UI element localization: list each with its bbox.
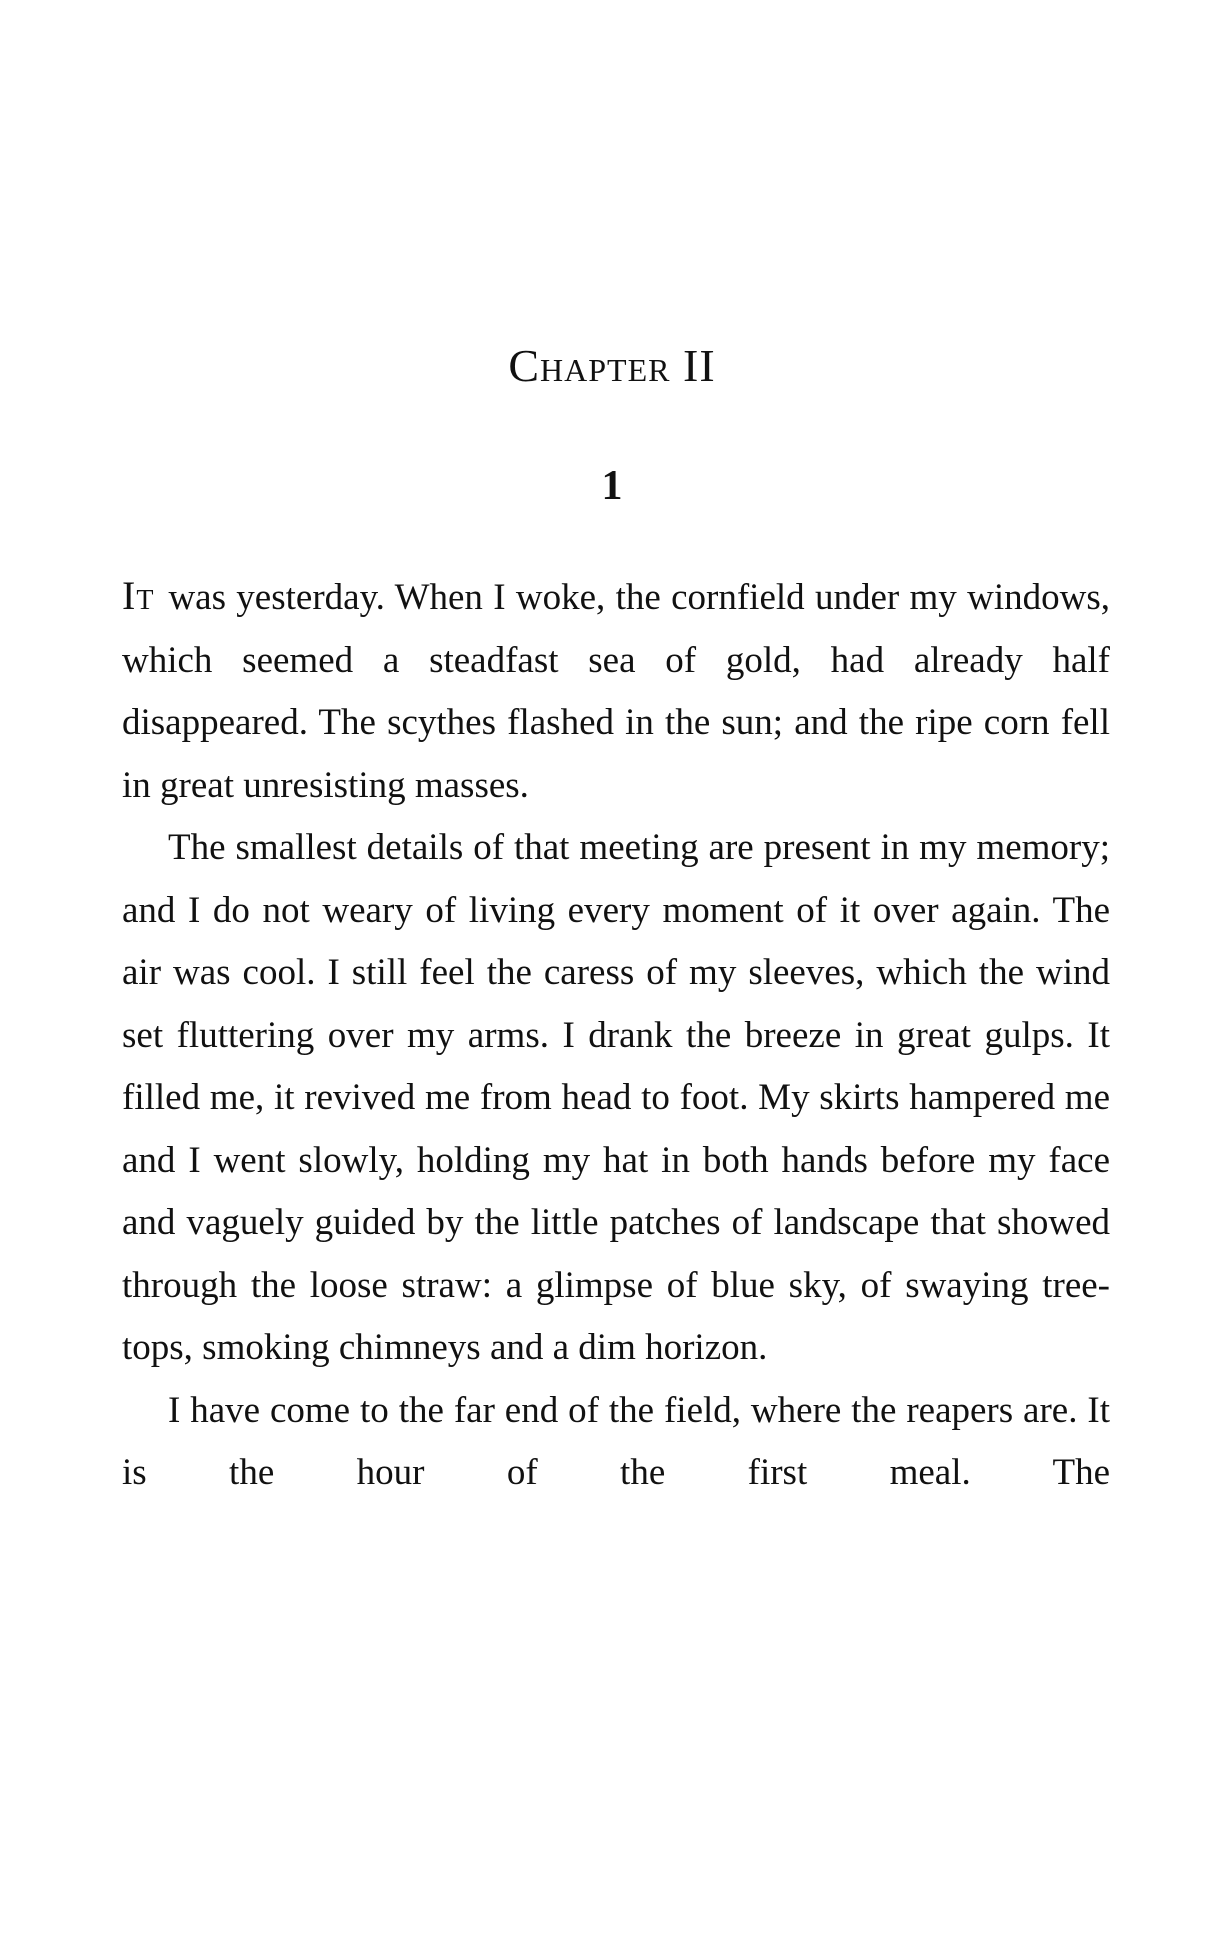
section-number: 1 [601, 463, 623, 509]
paragraph-3: I have come to the far end of the field, where the reapers are. It is the hour of the first meal. The [122, 1389, 1110, 1493]
paragraph-1-text: was yesterday. When I woke, the cornfield under my windows, which seemed a steadfast sea of gold, had already half disappeared. The scythes flashed in the sun; and the ripe corn fell in great unresisting masses. [122, 577, 1110, 806]
chapter-title: Chapter II [508, 340, 716, 391]
body-text [122, 565, 1110, 1505]
paragraph-1 [122, 565, 1110, 817]
paragraph-lead-word: It [122, 573, 155, 618]
paragraph-2: The smallest details of that meeting are present in my memory; and I do not weary of living every moment of it over again. The air was cool. I still feel the caress of my sleeves, which the wind set fluttering over my arms. I drank the breeze in great gulps. It filled me, it revived me from head to foot. My skirts hampered me and I went slowly, holding my hat in both hands before my face and vaguely guided by the little patches of landscape that showed through the loose straw: a glimpse of blue sky, of swaying tree-tops, smoking chimneys and a dim horizon. [122, 827, 1110, 1368]
